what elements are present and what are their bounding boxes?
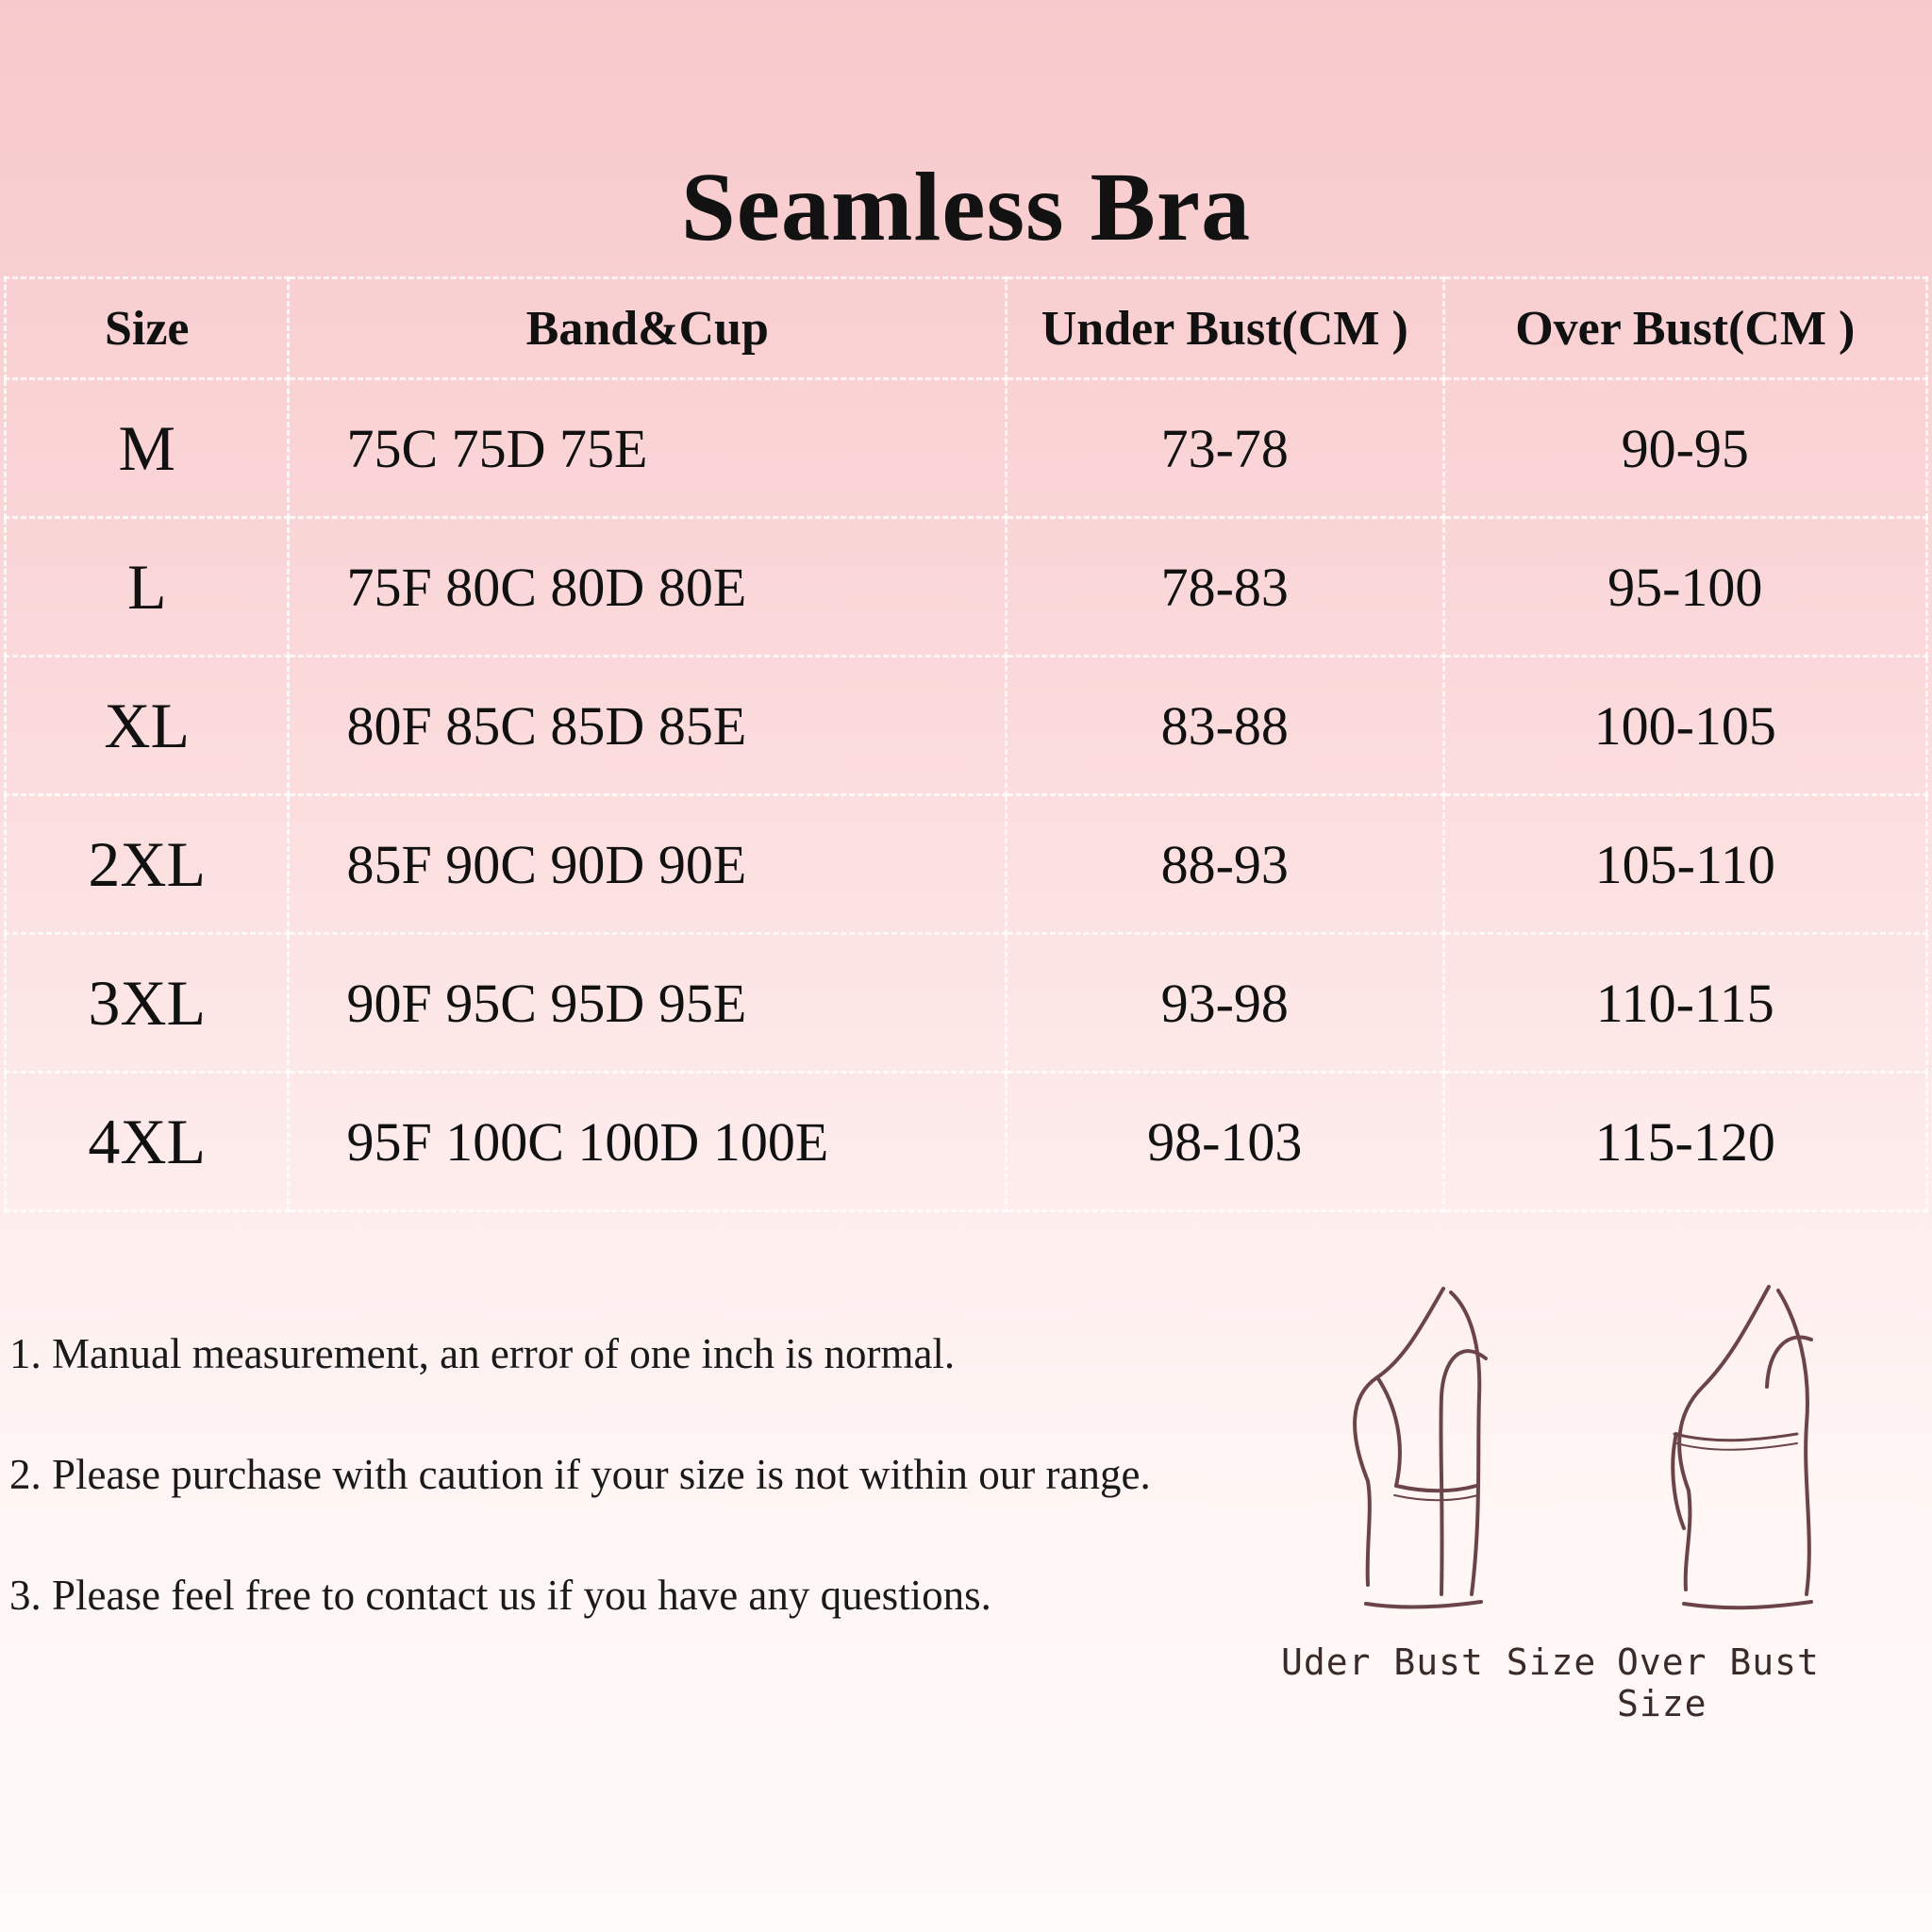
table-header-row xyxy=(6,278,1927,379)
cell-under-bust: 83-88 xyxy=(1007,657,1443,795)
page-title: Seamless Bra xyxy=(680,153,1252,261)
table-row xyxy=(6,518,1927,657)
over-bust-figure xyxy=(1656,1283,1901,1613)
table-row xyxy=(6,379,1927,518)
cell-size: 4XL xyxy=(6,1073,289,1211)
header-over-bust: Over Bust(CM ) xyxy=(1443,278,1927,379)
note-item: 2. Please purchase with caution if your size is not within our range. xyxy=(9,1451,1151,1498)
cell-over-bust: 115-120 xyxy=(1443,1073,1927,1211)
cell-size: 2XL xyxy=(6,795,289,934)
table-row xyxy=(6,1073,1927,1211)
size-chart-table xyxy=(4,276,1928,1212)
cell-over-bust: 105-110 xyxy=(1443,795,1927,934)
cell-band-cup: 95F 100C 100D 100E xyxy=(289,1073,1007,1211)
note-item: 1. Manual measurement, an error of one inch is normal. xyxy=(9,1330,956,1377)
table-row xyxy=(6,934,1927,1073)
cell-band-cup: 75F 80C 80D 80E xyxy=(289,518,1007,657)
cell-over-bust: 90-95 xyxy=(1443,379,1927,518)
cell-size: L xyxy=(6,518,289,657)
cell-over-bust: 95-100 xyxy=(1443,518,1927,657)
cell-over-bust: 110-115 xyxy=(1443,934,1927,1073)
cell-band-cup: 75C 75D 75E xyxy=(289,379,1007,518)
over-bust-caption: Over Bust Size xyxy=(1617,1641,1820,1724)
cell-band-cup: 90F 95C 95D 95E xyxy=(289,934,1007,1073)
cell-band-cup: 85F 90C 90D 90E xyxy=(289,795,1007,934)
header-size: Size xyxy=(6,278,289,379)
table-row xyxy=(6,795,1927,934)
cell-under-bust: 98-103 xyxy=(1007,1073,1443,1211)
cell-size: XL xyxy=(6,657,289,795)
table-row xyxy=(6,657,1927,795)
cell-band-cup: 80F 85C 85D 85E xyxy=(289,657,1007,795)
under-bust-figure xyxy=(1340,1283,1585,1613)
header-band-cup: Band&Cup xyxy=(289,278,1007,379)
cell-size: M xyxy=(6,379,289,518)
measurement-illustrations xyxy=(1321,1283,1924,1679)
under-bust-caption: Uder Bust Size xyxy=(1281,1641,1597,1683)
cell-under-bust: 93-98 xyxy=(1007,934,1443,1073)
notes-list xyxy=(9,1311,1330,1674)
header-under-bust: Under Bust(CM ) xyxy=(1007,278,1443,379)
cell-size: 3XL xyxy=(6,934,289,1073)
cell-under-bust: 88-93 xyxy=(1007,795,1443,934)
note-item: 3. Please feel free to contact us if you have any questions. xyxy=(9,1572,991,1619)
cell-under-bust: 73-78 xyxy=(1007,379,1443,518)
cell-over-bust: 100-105 xyxy=(1443,657,1927,795)
cell-under-bust: 78-83 xyxy=(1007,518,1443,657)
